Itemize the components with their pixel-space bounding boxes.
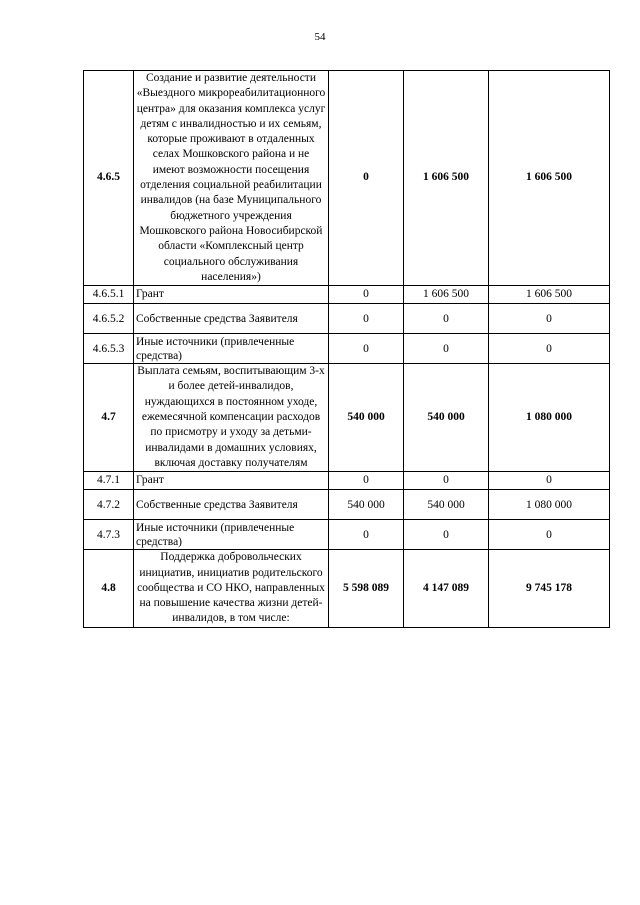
item-description: Создание и развитие деятельности «Выездного микрореабилитационного центра» для оказания комплекса услуг детям с инвалидностью и их семьям, которые проживают в отдаленных селах Мошковского района и не имеют возможности посещения отделения социальной реабилитации инвалидов (на базе Муниципального бюджетного учреждения Мошковского района Новосибирской области «Комплексный центр социального обслуживания населения») — [134, 71, 329, 286]
item-description: Иные источники (привлеченные средства) — [134, 334, 329, 364]
value-col-2: 4 147 089 — [404, 550, 489, 627]
table-row — [84, 286, 610, 304]
page-number: 54 — [314, 31, 326, 43]
item-code: 4.7 — [84, 364, 134, 472]
value-total: 1 606 500 — [489, 286, 610, 304]
item-code: 4.7.2 — [84, 490, 134, 520]
item-description: Грант — [134, 472, 329, 490]
value-total: 1 080 000 — [489, 364, 610, 472]
table-row — [84, 334, 610, 364]
item-description: Грант — [134, 286, 329, 304]
table-row — [84, 520, 610, 550]
value-col-2: 0 — [404, 520, 489, 550]
value-col-2: 0 — [404, 472, 489, 490]
value-total: 0 — [489, 520, 610, 550]
item-description: Собственные средства Заявителя — [134, 490, 329, 520]
item-description: Выплата семьям, воспитывающим 3-х и более детей-инвалидов, нуждающихся в постоянном уходе, ежемесячной компенсации расходов по присмотру и уходу за детьми-инвалидами в домашних условиях, включая доставку получателям — [134, 364, 329, 472]
value-total: 0 — [489, 304, 610, 334]
value-total: 0 — [489, 472, 610, 490]
item-code: 4.8 — [84, 550, 134, 627]
value-col-1: 540 000 — [329, 364, 404, 472]
item-description: Собственные средства Заявителя — [134, 304, 329, 334]
table-row — [84, 364, 610, 472]
item-code: 4.7.1 — [84, 472, 134, 490]
value-col-1: 0 — [329, 286, 404, 304]
item-code: 4.7.3 — [84, 520, 134, 550]
value-col-1: 0 — [329, 304, 404, 334]
value-col-1: 0 — [329, 472, 404, 490]
value-total: 1 606 500 — [489, 71, 610, 286]
value-total: 1 080 000 — [489, 490, 610, 520]
table-row — [84, 71, 610, 286]
value-col-2: 540 000 — [404, 490, 489, 520]
table-row — [84, 490, 610, 520]
value-col-1: 0 — [329, 334, 404, 364]
value-col-1: 0 — [329, 520, 404, 550]
budget-table — [83, 70, 610, 628]
table-row — [84, 550, 610, 627]
item-code: 4.6.5.2 — [84, 304, 134, 334]
value-col-2: 0 — [404, 304, 489, 334]
item-code: 4.6.5.3 — [84, 334, 134, 364]
item-description: Поддержка добровольческих инициатив, инициатив родительского сообщества и СО НКО, направленных на повышение качества жизни детей-инвалидов, в том числе: — [134, 550, 329, 627]
value-col-1: 5 598 089 — [329, 550, 404, 627]
item-code: 4.6.5 — [84, 71, 134, 286]
value-col-2: 1 606 500 — [404, 71, 489, 286]
table-row — [84, 472, 610, 490]
item-description: Иные источники (привлеченные средства) — [134, 520, 329, 550]
item-code: 4.6.5.1 — [84, 286, 134, 304]
value-total: 9 745 178 — [489, 550, 610, 627]
table-row — [84, 304, 610, 334]
value-col-2: 0 — [404, 334, 489, 364]
value-col-2: 1 606 500 — [404, 286, 489, 304]
value-col-1: 540 000 — [329, 490, 404, 520]
value-col-2: 540 000 — [404, 364, 489, 472]
value-total: 0 — [489, 334, 610, 364]
value-col-1: 0 — [329, 71, 404, 286]
